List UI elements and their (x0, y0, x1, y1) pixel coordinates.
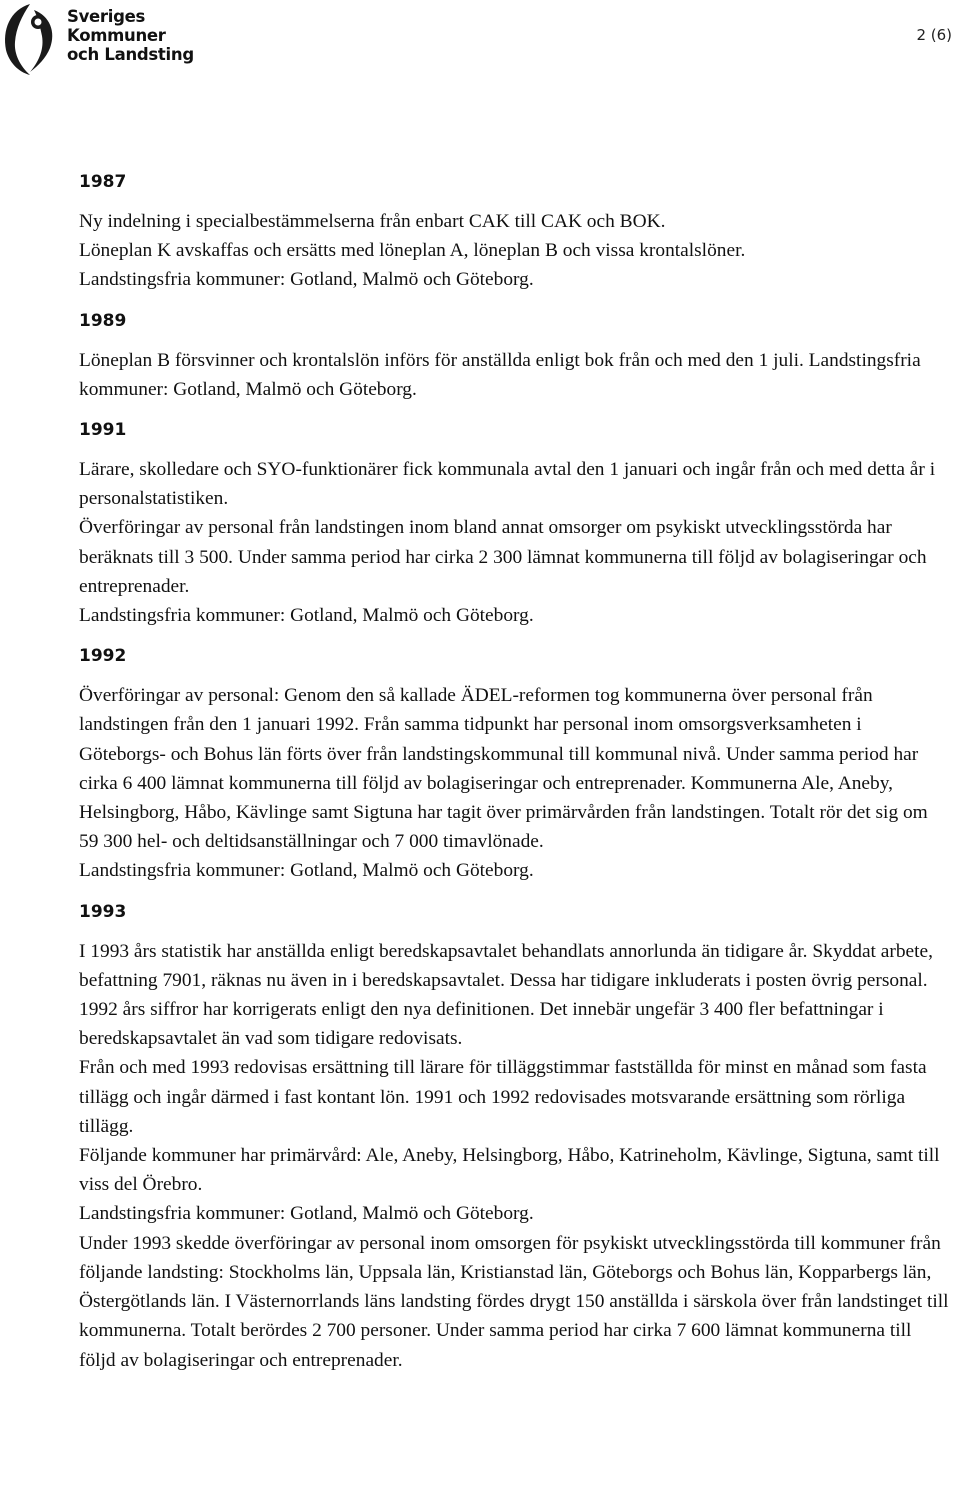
paragraph: Landstingsfria kommuner: Gotland, Malmö och Göteborg. (79, 269, 534, 291)
paragraph: Löneplan K avskaffas och ersätts med löneplan A, löneplan B och vissa krontalslöner. (79, 240, 746, 262)
section-year: 1991 (79, 420, 127, 441)
paragraph: Följande kommuner har primärvård: Ale, Aneby, Helsingborg, Håbo, Katrineholm, Kävlinge, Sigtuna, samt till viss del Örebro. (79, 1145, 940, 1196)
paragraph: Lärare, skolledare och SYO-funktionärer fick kommunala avtal den 1 januari och ingår från och med detta år i personalstatistiken. (79, 459, 936, 510)
section-1993 (79, 900, 949, 1375)
logo-line-1: Sveriges (67, 7, 146, 26)
logo-wordmark (67, 7, 194, 64)
document-body (79, 170, 949, 1389)
section-1992 (79, 644, 949, 885)
paragraph: Landstingsfria kommuner: Gotland, Malmö och Göteborg. (79, 860, 534, 882)
paragraph: Löneplan B försvinner och krontalslön införs för anställda enligt bok från och med den 1 juli. Landstingsfria kommuner: Gotland, Malmö och Göteborg. (79, 349, 921, 400)
section-year: 1989 (79, 310, 127, 331)
section-year: 1992 (79, 646, 127, 667)
section-1991 (79, 418, 949, 630)
page-number: 2 (6) (916, 26, 952, 44)
paragraph: Överföringar av personal: Genom den så kallade ÄDEL-reformen tog kommunerna över personal från landstingen från den 1 januari 1992. Från samma tidpunkt har personal inom omsorgsverksamheten i Göteborgs- och Bohus län förts över från landstingskommunal till kommunal nivå. Under samma period har cirka 6 400 lämnat kommunerna till följd av bolagiseringar och entreprenader. Kommunerna Ale, Aneby, Helsingborg, Håbo, Kävlinge samt Sigtuna har tagit över primärvården från landstingen. Totalt rör det sig om 59 300 hel- och deltidsanställningar och 7 000 timavlönade. (79, 685, 928, 853)
skl-logo (0, 0, 194, 76)
section-1989 (79, 309, 949, 404)
paragraph: Ny indelning i specialbestämmelserna från enbart CAK till CAK och BOK. (79, 211, 666, 232)
paragraph: Landstingsfria kommuner: Gotland, Malmö och Göteborg. (79, 605, 534, 627)
paragraph: Från och med 1993 redovisas ersättning till lärare för tilläggstimmar fastställda för minst en månad som fasta tillägg och ingår därmed i fast kontant lön. 1991 och 1992 redovisades motsvarande ersättning som rörliga tillägg. (79, 1057, 927, 1137)
skl-emblem-icon (0, 0, 62, 76)
logo-line-2: Kommuner (67, 26, 166, 45)
section-year: 1987 (79, 172, 127, 192)
paragraph: Landstingsfria kommuner: Gotland, Malmö och Göteborg. (79, 1203, 534, 1225)
page-header (0, 0, 960, 80)
section-1987 (79, 170, 949, 295)
paragraph: I 1993 års statistik har anställda enligt beredskapsavtalet behandlats annorlunda än tidigare år. Skyddat arbete, befattning 7901, räknas nu även in i beredskapsavtalet. Dessa har tidigare inkluderats i posten övrig personal. 1992 års siffror har korrigerats enligt den nya definitionen. Det innebär ungefär 3 400 fler befattningar i beredskapsavtalet än vad som tidigare redovisats. (79, 940, 933, 1050)
paragraph: Under 1993 skedde överföringar av personal inom omsorgen för psykiskt utvecklingsstörda till kommuner från följande landsting: Stockholms län, Uppsala län, Kristianstad län, Göteborgs och Bohus län, Kopparbergs län, Östergötlands län. I Västernorrlands läns landsting fördes drygt 150 anställda i särskola över från landstinget till kommunerna. Totalt berördes 2 700 personer. Under samma period har cirka 7 600 lämnat kommunerna till följd av bolagiseringar och entreprenader. (79, 1232, 949, 1371)
paragraph: Överföringar av personal från landstingen inom bland annat omsorger om psykiskt utvecklingsstörda har beräknats till 3 500. Under samma period har cirka 2 300 lämnat kommunerna till följd av bolagiseringar och entreprenader. (79, 517, 927, 597)
section-year: 1993 (79, 901, 127, 922)
logo-line-3: och Landsting (67, 45, 194, 64)
